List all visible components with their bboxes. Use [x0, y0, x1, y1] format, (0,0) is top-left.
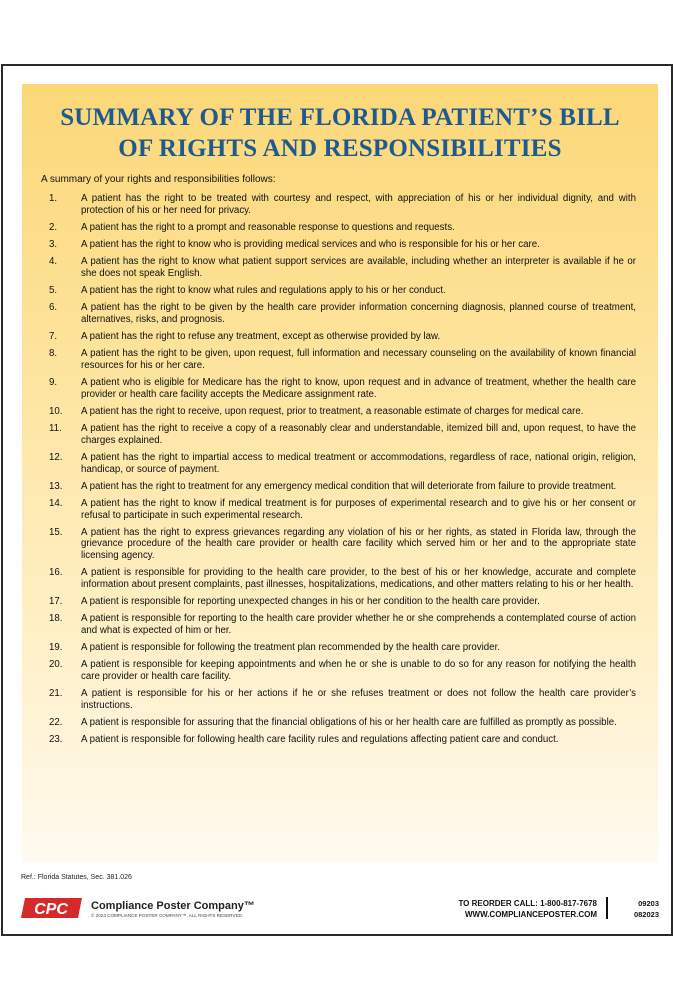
right-number: 11.	[49, 422, 62, 434]
right-item	[22, 406, 658, 418]
right-item	[22, 285, 658, 297]
right-item	[22, 734, 658, 746]
right-item	[22, 498, 658, 522]
right-item	[22, 688, 658, 712]
right-number: 7.	[49, 330, 58, 342]
right-item	[22, 256, 658, 280]
title-line-1: SUMMARY OF THE FLORIDA PATIENT’S BILL	[60, 104, 620, 131]
right-number: 15.	[49, 526, 63, 538]
right-number: 10.	[49, 405, 63, 417]
company-name: Compliance Poster Company™	[91, 900, 255, 912]
right-number: 5.	[49, 284, 58, 296]
reference-note: Ref.: Florida Statutes, Sec. 381.026	[21, 874, 132, 881]
right-item	[22, 527, 658, 562]
right-item	[22, 452, 658, 476]
right-number: 8.	[49, 348, 58, 360]
right-number: 3.	[49, 238, 58, 250]
right-item	[22, 193, 658, 217]
right-text: A patient has the right to impartial access to medical treatment or accommodations, regardless of race, national origin, religion, handicap, or source of payment.	[81, 451, 636, 475]
right-number: 2.	[49, 221, 58, 233]
right-number: 20.	[49, 659, 63, 671]
right-item	[22, 659, 658, 683]
right-item	[22, 596, 658, 608]
right-text: A patient is responsible for following the treatment plan recommended by the health care provider.	[81, 642, 500, 654]
right-text: A patient has the right to know who is providing medical services and who is responsible for his or her care.	[81, 238, 540, 250]
right-item	[22, 331, 658, 343]
right-number: 18.	[49, 613, 63, 625]
right-text: A patient has the right to be given by the health care provider information concerning diagnosis, planned course of treatment, alternatives, risks, and prognosis.	[81, 302, 636, 325]
right-number: 9.	[49, 376, 58, 388]
poster-codes	[623, 898, 659, 920]
cpc-logo	[21, 897, 83, 919]
right-text: A patient is responsible for keeping appointments and when he or she is unable to do so for any reason for notifying the health care provider or health care facility.	[81, 659, 636, 683]
right-number: 21.	[49, 688, 63, 700]
poster-code-2: 082023	[633, 910, 659, 919]
right-item	[22, 481, 658, 493]
right-number: 1.	[49, 193, 58, 204]
right-number: 13.	[49, 480, 63, 492]
poster-panel	[22, 84, 658, 862]
rights-list	[22, 193, 658, 746]
right-text: A patient has the right to know what patient support services are available, including whether an interpreter is available if he or she does not speak English.	[81, 256, 636, 279]
right-item	[22, 302, 658, 326]
right-number: 6.	[49, 302, 58, 314]
right-number: 16.	[49, 567, 63, 579]
right-text: A patient is responsible for his or her actions if he or she refuses treatment or does not follow the health care provider’s instructions.	[81, 688, 636, 712]
right-number: 19.	[49, 642, 63, 654]
right-item	[22, 567, 658, 591]
right-text: A patient has the right to be treated with courtesy and respect, with appreciation of his or her individual dignity, and with protection of his or her need for privacy.	[81, 193, 636, 216]
right-number: 22.	[49, 717, 63, 729]
right-text: A patient has the right to a prompt and reasonable response to questions and requests.	[81, 221, 455, 233]
right-text: A patient has the right to treatment for any emergency medical condition that will deteriorate from failure to provide treatment.	[81, 480, 617, 492]
right-text: A patient is responsible for following health care facility rules and regulations affecting patient care and conduct.	[81, 734, 559, 746]
right-number: 12.	[49, 451, 63, 463]
right-item	[22, 642, 658, 654]
right-text: A patient has the right to refuse any treatment, except as otherwise provided by law.	[81, 330, 441, 342]
right-item	[22, 613, 658, 637]
right-text: A patient has the right to be given, upon request, full information and necessary counseling on the availability of known financial resources for his or her care.	[81, 348, 636, 371]
right-number: 4.	[49, 256, 58, 268]
logo-text: CPC	[34, 901, 68, 918]
right-item	[22, 423, 658, 447]
right-item	[22, 348, 658, 372]
right-text: A patient is responsible for reporting to the health care provider whether he or she comprehends a contemplated course of action and what is expected of him or her.	[81, 613, 636, 637]
poster-frame	[1, 64, 673, 936]
intro-text: A summary of your rights and responsibilities follows:	[41, 174, 276, 185]
right-text: A patient is responsible for reporting unexpected changes in his or her condition to the health care provider.	[81, 596, 540, 608]
right-number: 17.	[49, 596, 63, 608]
poster-title	[22, 84, 658, 164]
right-item	[22, 377, 658, 401]
reorder-website: WWW.COMPLIANCEPOSTER.COM	[465, 910, 597, 919]
right-text: A patient is responsible for providing to the health care provider, to the best of his or her knowledge, accurate and complete information about present complaints, past illnesses, hospitalizations, medications, and other matters relating to his or her health.	[81, 567, 636, 591]
right-item	[22, 239, 658, 251]
title-line-2: OF RIGHTS AND RESPONSIBILITIES	[118, 135, 562, 162]
divider-bar	[606, 897, 608, 919]
right-text: A patient has the right to receive, upon request, prior to treatment, a reasonable estimate of charges for medical care.	[81, 405, 584, 417]
right-text: A patient is responsible for assuring that the financial obligations of his or her health care are fulfilled as promptly as possible.	[81, 717, 617, 729]
right-item	[22, 717, 658, 729]
right-item	[22, 222, 658, 234]
reorder-phone: TO REORDER CALL: 1-800-817-7678	[458, 899, 597, 908]
right-number: 23.	[49, 734, 63, 746]
right-text: A patient has the right to express grievances regarding any violation of his or her rights, as stated in Florida law, through the grievance procedure of the health care provider or health care facility which served him or her and to the appropriate state licensing agency.	[81, 526, 636, 562]
reorder-block	[458, 898, 597, 920]
right-text: A patient has the right to know what rules and regulations apply to his or her conduct.	[81, 284, 446, 296]
right-text: A patient has the right to receive a copy of a reasonably clear and understandable, itemized bill and, upon request, to have the charges explained.	[81, 422, 636, 446]
poster-code-1: 09203	[638, 899, 659, 908]
right-text: A patient who is eligible for Medicare has the right to know, upon request and in advance of treatment, whether the health care provider or health care facility accepts the Medicare assignment rate.	[81, 376, 636, 400]
copyright-text: © 2023 COMPLIANCE POSTER COMPANY™. ALL RIGHTS RESERVED.	[91, 913, 244, 918]
right-text: A patient has the right to know if medical treatment is for purposes of experimental research and to give his or her consent or refusal to participate in such experimental research.	[81, 497, 636, 521]
right-number: 14.	[49, 497, 63, 509]
